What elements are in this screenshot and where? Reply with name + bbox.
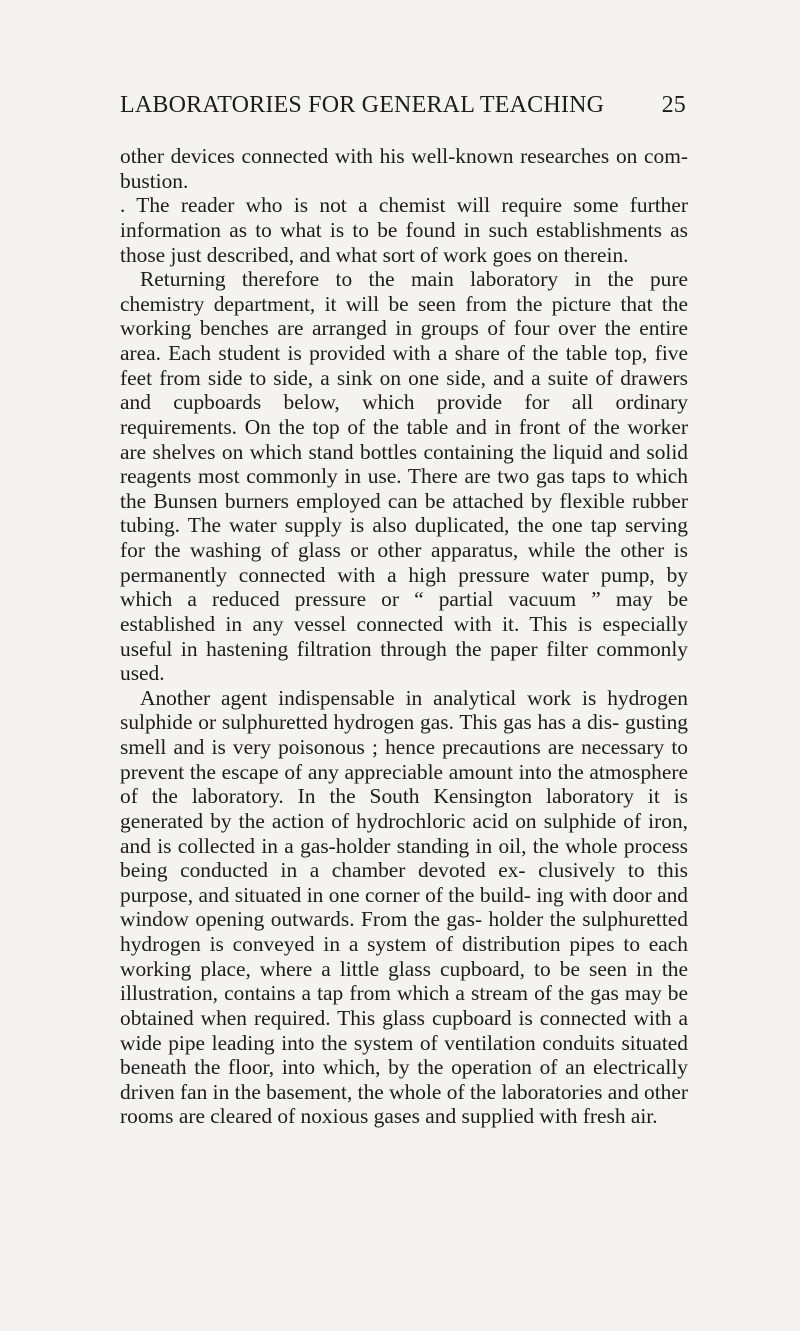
body-text [120,144,688,1129]
paragraph-main-laboratory: Returning therefore to the main laboratory in the pure chemistry department, it will be seen from the picture that the working benches are arranged in groups of four over the entire area. Each student is provided with a share of the table top, five feet from side to side, a sink on one side, and a suite of drawers and cupboards below, which provide for all ordinary requirements. On the top of the table and in front of the worker are shelves on which stand bottles containing the liquid and solid reagents most commonly in use. There are two gas taps to which the Bunsen burners employed can be attached by flexible rubber tubing. The water supply is also duplicated, the one tap serving for the washing of glass or other apparatus, while the other is permanently connected with a high pressure water pump, by which a reduced pressure or “ partial vacuum ” may be established in any vessel connected with it. This is especially useful in hastening filtration through the paper filter commonly used. [120,267,688,686]
paragraph-reader-note: . The reader who is not a chemist will require some further information as to what is to be found in such establishments as those just described, and what sort of work goes on therein. [120,193,688,267]
running-title: LABORATORIES FOR GENERAL TEACHING [120,92,605,118]
page-number: 25 [661,92,686,118]
page-header [120,92,686,128]
paragraph-continuation: other devices connected with his well-known researches on com- bustion. [120,144,688,193]
paragraph-hydrogen-sulphide: Another agent indispensable in analytical work is hydrogen sulphide or sulphuretted hydrogen gas. This gas has a dis- gusting smell and is very poisonous ; hence precautions are necessary to prevent the escape of any appreciable amount into the atmosphere of the laboratory. In the South Kensington laboratory it is generated by the action of hydrochloric acid on sulphide of iron, and is collected in a gas-holder standing in oil, the whole process being conducted in a chamber devoted ex- clusively to this purpose, and situated in one corner of the build- ing with door and window opening outwards. From the gas- holder the sulphuretted hydrogen is conveyed in a system of distribution pipes to each working place, where a little glass cupboard, to be seen in the illustration, contains a tap from which a stream of the gas may be obtained when required. This glass cupboard is connected with a wide pipe leading into the system of ventilation conduits situated beneath the floor, into which, by the operation of an electrically driven fan in the basement, the whole of the laboratories and other rooms are cleared of noxious gases and supplied with fresh air. [120,685,688,1129]
